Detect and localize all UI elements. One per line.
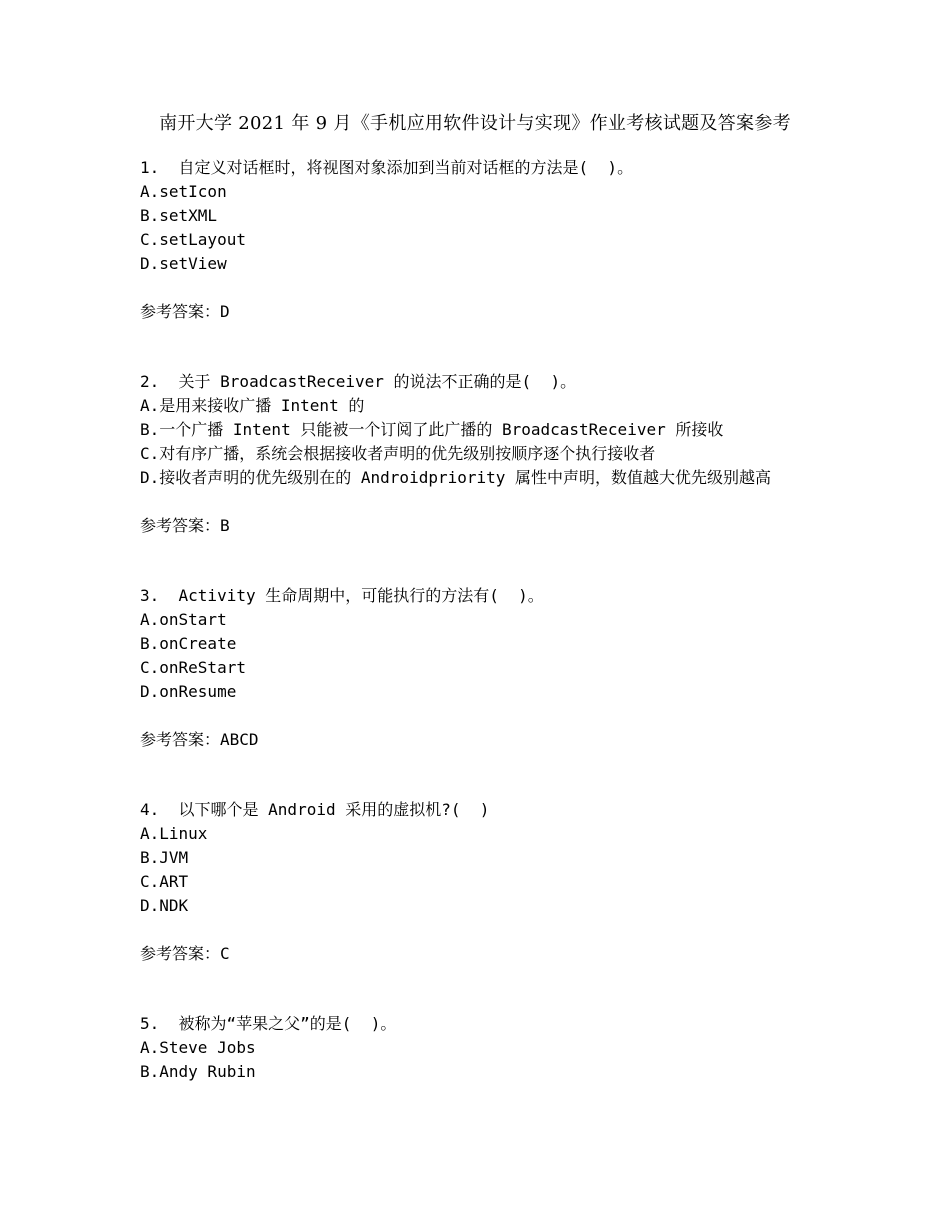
question-stem — [140, 584, 820, 608]
option-b: B.onCreate — [140, 634, 237, 653]
question-number: 1. — [140, 158, 160, 177]
question-number: 4. — [140, 800, 160, 819]
question-stem — [140, 798, 820, 822]
question-5 — [140, 1012, 820, 1084]
question-number: 3. — [140, 586, 160, 605]
question-text: 被称为“苹果之父”的是( )。 — [178, 1014, 397, 1033]
question-text: 关于 BroadcastReceiver 的说法不正确的是( )。 — [178, 372, 577, 391]
option-a: A.Steve Jobs — [140, 1038, 256, 1057]
option-d: D.onResume — [140, 682, 237, 701]
option-a: A.setIcon — [140, 182, 227, 201]
option-a: A.onStart — [140, 610, 227, 629]
reference-answer: 参考答案：B — [140, 516, 230, 535]
option-c: C.onReStart — [140, 658, 246, 677]
option-d: D.NDK — [140, 896, 189, 915]
question-number: 2. — [140, 372, 160, 391]
option-a: A.Linux — [140, 824, 208, 843]
option-list — [140, 608, 820, 704]
option-c: C.ART — [140, 872, 189, 891]
option-a: A.是用来接收广播 Intent 的 — [140, 396, 365, 415]
option-list — [140, 180, 820, 276]
reference-answer: 参考答案：ABCD — [140, 730, 259, 749]
option-list — [140, 394, 820, 490]
question-list — [140, 156, 820, 1084]
question-stem — [140, 370, 820, 394]
question-stem — [140, 1012, 820, 1036]
option-c: C.setLayout — [140, 230, 246, 249]
question-2 — [140, 370, 820, 538]
document-title: 南开大学 2021 年 9 月《手机应用软件设计与实现》作业考核试题及答案参考 — [159, 113, 791, 134]
option-b: B.JVM — [140, 848, 189, 867]
option-d: D.接收者声明的优先级别在的 Androidpriority 属性中声明，数值越大优先级别越高 — [140, 468, 772, 487]
question-4 — [140, 798, 820, 966]
option-b: B.Andy Rubin — [140, 1062, 256, 1081]
question-1 — [140, 156, 820, 324]
question-text: 自定义对话框时，将视图对象添加到当前对话框的方法是( )。 — [178, 158, 634, 177]
question-text: Activity 生命周期中，可能执行的方法有( )。 — [178, 586, 544, 605]
option-b: B.一个广播 Intent 只能被一个订阅了此广播的 BroadcastReceiver 所接收 — [140, 420, 724, 439]
option-list — [140, 822, 820, 918]
question-stem — [140, 156, 820, 180]
option-c: C.对有序广播，系统会根据接收者声明的优先级别按顺序逐个执行接收者 — [140, 444, 656, 463]
reference-answer: 参考答案：D — [140, 302, 230, 321]
question-text: 以下哪个是 Android 采用的虚拟机?( ) — [178, 800, 490, 819]
reference-answer: 参考答案：C — [140, 944, 230, 963]
question-3 — [140, 584, 820, 752]
question-number: 5. — [140, 1014, 160, 1033]
option-b: B.setXML — [140, 206, 218, 225]
option-d: D.setView — [140, 254, 227, 273]
option-list — [140, 1036, 820, 1084]
